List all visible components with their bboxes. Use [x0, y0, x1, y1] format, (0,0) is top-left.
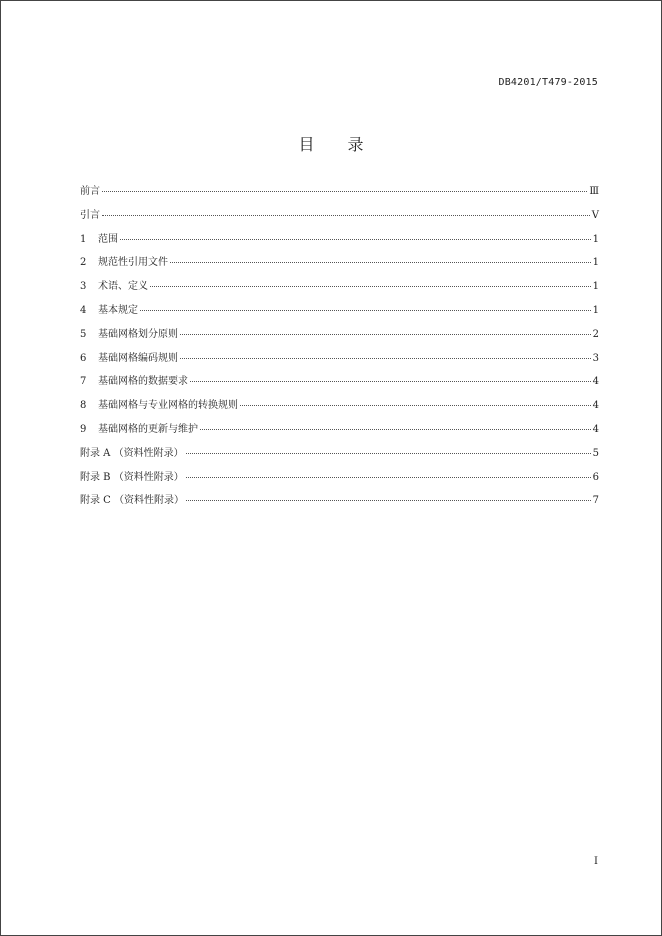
- toc-entry-page: 3: [592, 352, 599, 364]
- toc-entry-page: Ⅴ: [591, 209, 599, 221]
- dot-leader: [180, 334, 591, 335]
- toc-entry-number: 3: [80, 281, 87, 293]
- toc-entry-label: 基本规定: [98, 304, 138, 316]
- dot-leader: [190, 381, 591, 382]
- toc-entry-page: 6: [592, 471, 599, 483]
- toc-entry[interactable]: [80, 182, 599, 206]
- dot-leader: [240, 405, 591, 406]
- toc-entry-page: 5: [592, 447, 599, 459]
- toc-entry-page: 1: [592, 304, 599, 316]
- toc-entry-label: 附录 C （资料性附录）: [80, 495, 185, 507]
- toc-entry-number: 9: [80, 423, 87, 435]
- toc-entry-label: 规范性引用文件: [98, 257, 168, 269]
- toc-entry-page: 2: [592, 328, 599, 340]
- toc-entry-number: 7: [80, 376, 87, 388]
- toc-entry[interactable]: [80, 468, 599, 492]
- toc-entry-label: 附录 B （资料性附录）: [80, 471, 184, 483]
- toc-entry-page: 4: [592, 376, 599, 388]
- toc-entry[interactable]: [80, 420, 599, 444]
- toc-entry-number: 4: [80, 304, 87, 316]
- toc-entry[interactable]: [80, 277, 599, 301]
- dot-leader: [102, 191, 587, 192]
- dot-leader: [186, 477, 591, 478]
- dot-leader: [186, 500, 591, 501]
- toc-entry-page: Ⅲ: [589, 186, 599, 197]
- toc-entry-label: 基础网格与专业网格的转换规则: [98, 400, 238, 412]
- toc-entry-label: 范围: [98, 233, 118, 245]
- toc-entry[interactable]: [80, 253, 599, 277]
- toc-entry-number: 8: [80, 400, 87, 412]
- toc-entry-page: 7: [592, 495, 599, 507]
- toc-entry-label: 基础网格的数据要求: [98, 376, 188, 388]
- toc-entry-page: 4: [592, 423, 599, 435]
- page-number: I: [594, 856, 598, 867]
- toc-entry-label: 基础网格划分原则: [98, 328, 178, 340]
- table-of-contents: [80, 182, 599, 515]
- toc-entry-label: 引言: [80, 209, 100, 221]
- dot-leader: [120, 239, 591, 240]
- toc-entry-label: 术语、定义: [98, 281, 148, 293]
- toc-entry-label: 基础网格编码规则: [98, 352, 178, 364]
- toc-entry[interactable]: [80, 491, 599, 515]
- toc-entry-page: 1: [592, 257, 599, 269]
- toc-entry[interactable]: [80, 325, 599, 349]
- dot-leader: [180, 358, 591, 359]
- toc-entry[interactable]: [80, 206, 599, 230]
- toc-entry-label: 前言: [80, 186, 100, 197]
- toc-entry-page: 4: [592, 400, 599, 412]
- toc-entry[interactable]: [80, 444, 599, 468]
- toc-entry-number: 1: [80, 233, 87, 245]
- toc-entry[interactable]: [80, 230, 599, 254]
- toc-entry-number: 5: [80, 328, 87, 340]
- dot-leader: [170, 262, 591, 263]
- dot-leader: [140, 310, 591, 311]
- dot-leader: [200, 429, 591, 430]
- toc-entry-number: 6: [80, 352, 87, 364]
- dot-leader: [186, 453, 591, 454]
- dot-leader: [150, 286, 591, 287]
- dot-leader: [102, 215, 590, 216]
- toc-entry-label: 基础网格的更新与维护: [98, 423, 198, 435]
- toc-entry[interactable]: [80, 372, 599, 396]
- toc-entry-page: 1: [592, 281, 599, 293]
- toc-entry-page: 1: [592, 233, 599, 245]
- toc-title: 目 录: [298, 135, 378, 154]
- toc-entry[interactable]: [80, 396, 599, 420]
- toc-entry-number: 2: [80, 257, 87, 269]
- toc-entry[interactable]: [80, 349, 599, 373]
- toc-entry-label: 附录 A （资料性附录）: [80, 447, 184, 459]
- toc-entry[interactable]: [80, 301, 599, 325]
- document-code: DB4201/T479-2015: [498, 77, 598, 88]
